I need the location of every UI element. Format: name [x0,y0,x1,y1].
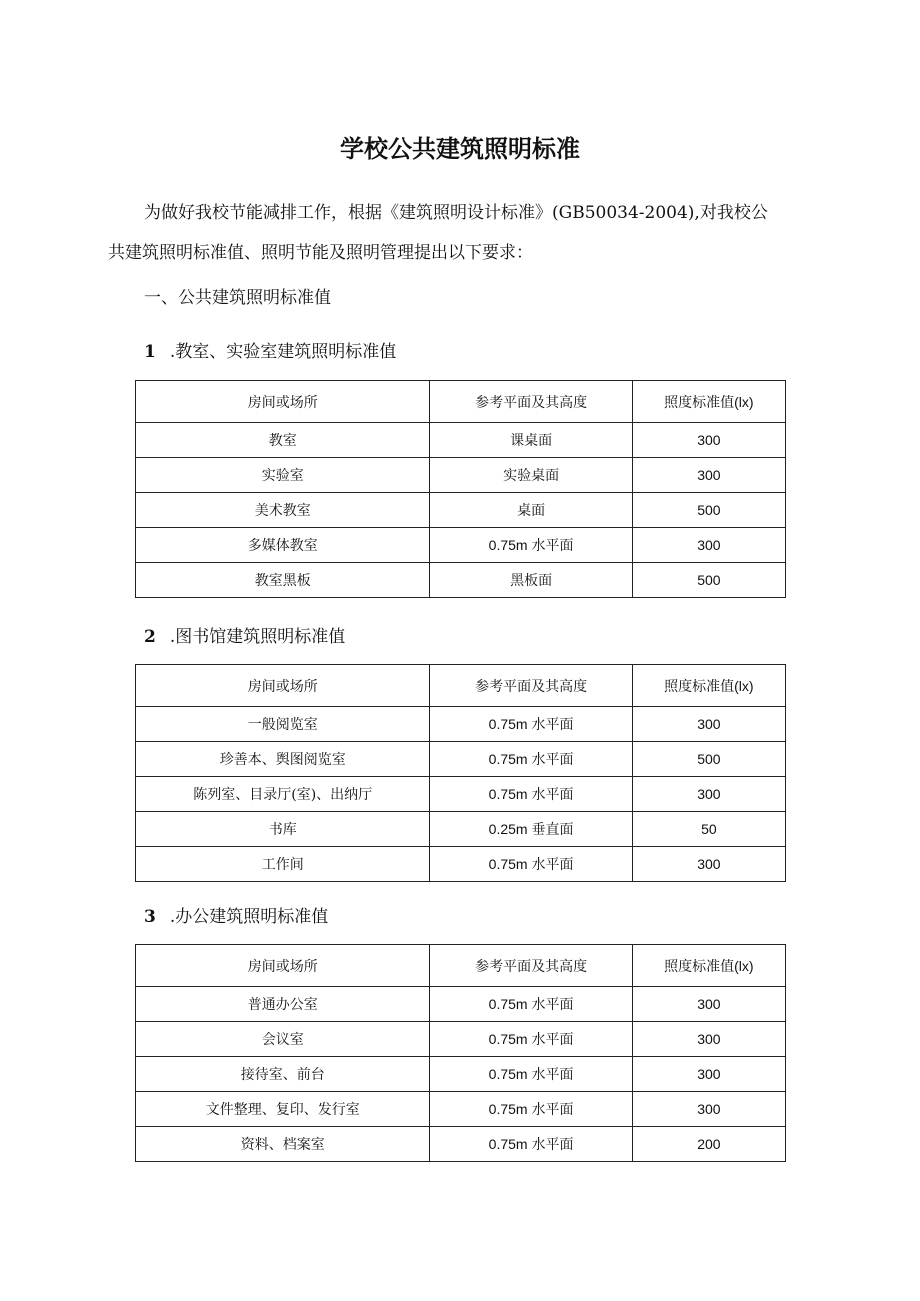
document-title: 学校公共建筑照明标准 [340,134,580,163]
plane-cell: 0.75m 水平面 [430,987,632,1022]
illuminance-cell: 300 [632,1057,785,1092]
room-cell: 接待室、前台 [136,1057,430,1092]
room-cell: 普通办公室 [136,987,430,1022]
room-cell: 工作间 [136,847,430,882]
header-room: 房间或场所 [136,381,430,423]
header-reference-plane: 参考平面及其高度 [430,381,632,423]
header-illuminance: 照度标准值(lx) [632,381,785,423]
header-room: 房间或场所 [136,665,430,707]
table-row [136,847,786,882]
illuminance-cell: 300 [632,458,785,493]
header-room: 房间或场所 [136,945,430,987]
table-row [136,1022,786,1057]
plane-cell: 0.75m 水平面 [430,707,632,742]
plane-cell: 课桌面 [430,423,632,458]
table-row [136,423,786,458]
room-cell: 书库 [136,812,430,847]
office-lighting-table [135,944,786,1162]
table-1-heading [144,337,396,362]
table-row [136,1092,786,1127]
illuminance-cell: 300 [632,423,785,458]
table-row [136,528,786,563]
room-cell: 多媒体教室 [136,528,430,563]
plane-cell: 0.75m 水平面 [430,777,632,812]
plane-cell: 实验桌面 [430,458,632,493]
illuminance-cell: 200 [632,1127,785,1162]
table-2-heading [144,622,345,647]
illuminance-cell: 500 [632,563,785,598]
plane-cell: 0.75m 水平面 [430,1127,632,1162]
room-cell: 会议室 [136,1022,430,1057]
room-cell: 教室 [136,423,430,458]
library-lighting-table [135,664,786,882]
room-cell: 陈列室、目录厅(室)、出纳厅 [136,777,430,812]
section-heading: 一、公共建筑照明标准值 [144,288,331,308]
illuminance-cell: 500 [632,493,785,528]
plane-cell: 黑板面 [430,563,632,598]
room-cell: 美术教室 [136,493,430,528]
intro-paragraph [108,193,808,273]
table-header-row [136,381,786,423]
header-illuminance: 照度标准值(lx) [632,945,785,987]
table-1-number: 1 [144,342,156,362]
classroom-lighting-table [135,380,786,598]
table-header-row [136,665,786,707]
header-illuminance: 照度标准值(lx) [632,665,785,707]
illuminance-cell: 300 [632,847,785,882]
illuminance-cell: 300 [632,987,785,1022]
illuminance-cell: 300 [632,528,785,563]
table-row [136,458,786,493]
table-row [136,987,786,1022]
illuminance-cell: 50 [632,812,785,847]
plane-cell: 桌面 [430,493,632,528]
table-2-number: 2 [144,627,156,647]
table-1-title: .教室、实验室建筑照明标准值 [169,342,397,362]
table-3-title: .办公建筑照明标准值 [169,907,329,927]
table-3-heading [144,902,328,927]
plane-cell: 0.75m 水平面 [430,742,632,777]
room-cell: 教室黑板 [136,563,430,598]
table-row [136,1127,786,1162]
table-row [136,563,786,598]
illuminance-cell: 300 [632,777,785,812]
table-row [136,493,786,528]
room-cell: 实验室 [136,458,430,493]
table-row [136,707,786,742]
plane-cell: 0.75m 水平面 [430,847,632,882]
header-reference-plane: 参考平面及其高度 [430,945,632,987]
illuminance-cell: 300 [632,1092,785,1127]
room-cell: 珍善本、舆图阅览室 [136,742,430,777]
table-row [136,812,786,847]
room-cell: 一般阅览室 [136,707,430,742]
plane-cell: 0.75m 水平面 [430,1057,632,1092]
table-row [136,1057,786,1092]
illuminance-cell: 500 [632,742,785,777]
table-row [136,742,786,777]
table-header-row [136,945,786,987]
plane-cell: 0.75m 水平面 [430,528,632,563]
illuminance-cell: 300 [632,707,785,742]
plane-cell: 0.75m 水平面 [430,1092,632,1127]
plane-cell: 0.75m 水平面 [430,1022,632,1057]
illuminance-cell: 300 [632,1022,785,1057]
intro-line-2: 共建筑照明标准值、照明节能及照明管理提出以下要求： [108,243,533,263]
room-cell: 文件整理、复印、发行室 [136,1092,430,1127]
table-row [136,777,786,812]
header-reference-plane: 参考平面及其高度 [430,665,632,707]
table-2-title: .图书馆建筑照明标准值 [169,627,346,647]
table-3-number: 3 [144,907,156,927]
intro-line-1: 为做好我校节能减排工作，根据《建筑照明设计标准》(GB50034-2004),对我校公 [144,203,768,223]
room-cell: 资料、档案室 [136,1127,430,1162]
plane-cell: 0.25m 垂直面 [430,812,632,847]
